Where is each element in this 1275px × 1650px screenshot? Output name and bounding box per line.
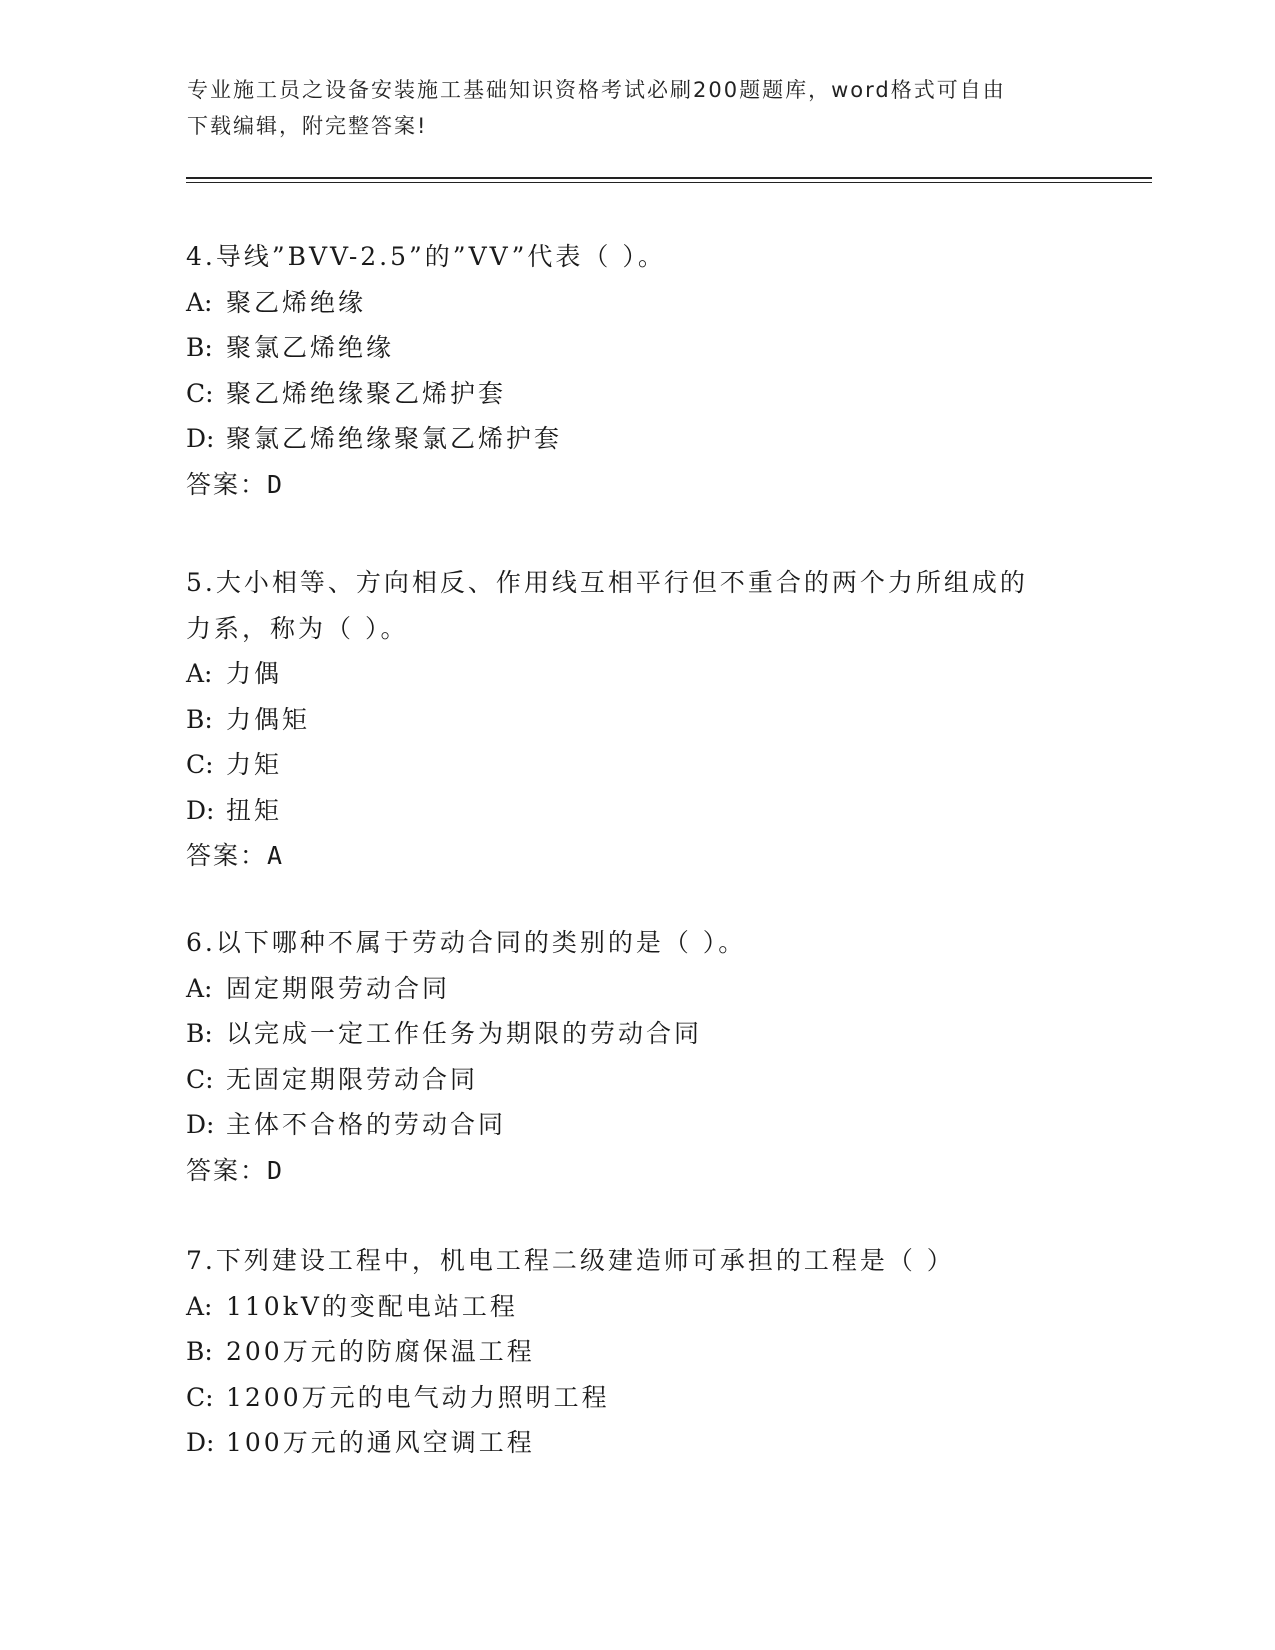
option-letter: C: [186,1382,214,1412]
option-letter: B: [186,704,213,734]
option-d [186,1420,1066,1466]
option-d [186,788,1066,834]
document-header [187,72,1087,144]
option-a [186,1284,1066,1330]
option-text: 聚乙烯绝缘 [226,287,367,317]
question-stem: 7.下列建设工程中，机电工程二级建造师可承担的工程是（ ） [186,1246,955,1275]
answer-value: A [267,841,283,870]
option-b [186,697,1066,743]
answer-label: 答案： [186,469,268,499]
option-letter: B: [186,1019,213,1048]
option-letter: D: [186,424,215,453]
option-text: 扭矩 [226,795,283,825]
option-text: 聚氯乙烯绝缘聚氯乙烯护套 [226,424,563,453]
question-7 [186,1238,1066,1466]
option-text: 固定期限劳动合同 [226,973,451,1003]
option-text: 聚乙烯绝缘聚乙烯护套 [226,378,507,408]
answer-line [186,833,1066,879]
option-letter: C: [186,750,214,779]
option-text: 力偶矩 [226,704,311,734]
option-d [186,1102,1066,1148]
answer-line [186,462,1066,508]
question-6 [186,920,1066,1193]
answer-value: D [267,469,283,499]
option-b [186,325,1066,371]
option-c [186,742,1066,788]
option-letter: D: [186,795,215,825]
option-text: 1200万元的电气动力照明工程 [226,1382,610,1412]
question-stem: 6.以下哪种不属于劳动合同的类别的是（ ）。 [186,928,747,957]
option-letter: A: [186,973,213,1003]
question-stem-line-2: 力系，称为（ ）。 [186,613,409,643]
option-a [186,280,1066,326]
option-text: 聚氯乙烯绝缘 [226,333,395,362]
option-text: 主体不合格的劳动合同 [226,1110,507,1139]
option-text: 100万元的通风空调工程 [226,1428,535,1457]
option-letter: C: [186,1064,214,1094]
option-letter: C: [186,378,214,408]
option-c [186,1375,1066,1421]
question-stem-line-1: 5.大小相等、方向相反、作用线互相平行但不重合的两个力所组成的 [186,568,1028,597]
option-b [186,1329,1066,1375]
option-c [186,371,1066,417]
option-b [186,1011,1066,1057]
option-text: 无固定期限劳动合同 [226,1064,479,1094]
question-4 [186,234,1066,507]
header-divider-thin [186,182,1152,183]
answer-label: 答案： [186,1155,268,1185]
header-title-line-2: 下载编辑，附完整答案! [187,114,428,138]
option-d [186,416,1066,462]
option-text: 力矩 [226,750,283,779]
option-text: 110kV的变配电站工程 [226,1291,518,1321]
answer-label: 答案： [186,841,268,870]
option-letter: A: [186,1291,213,1321]
option-letter: D: [186,1110,215,1139]
option-a [186,966,1066,1012]
answer-line [186,1148,1066,1194]
option-text: 200万元的防腐保温工程 [226,1337,535,1366]
option-a [186,651,1066,697]
option-text: 力偶 [226,659,283,688]
option-letter: A: [186,287,213,317]
header-title-line-1: 专业施工员之设备安装施工基础知识资格考试必刷200题题库，word格式可自由 [187,78,1006,102]
question-stem: 4.导线”BVV-2.5”的”VV”代表（ ）。 [186,242,666,271]
option-letter: B: [186,1337,213,1366]
question-5 [186,560,1066,879]
answer-value: D [267,1155,283,1185]
header-divider-thick [186,177,1152,179]
option-letter: B: [186,333,213,362]
option-letter: A: [186,659,213,688]
option-letter: D: [186,1428,215,1457]
option-text: 以完成一定工作任务为期限的劳动合同 [226,1019,703,1048]
option-c [186,1057,1066,1103]
